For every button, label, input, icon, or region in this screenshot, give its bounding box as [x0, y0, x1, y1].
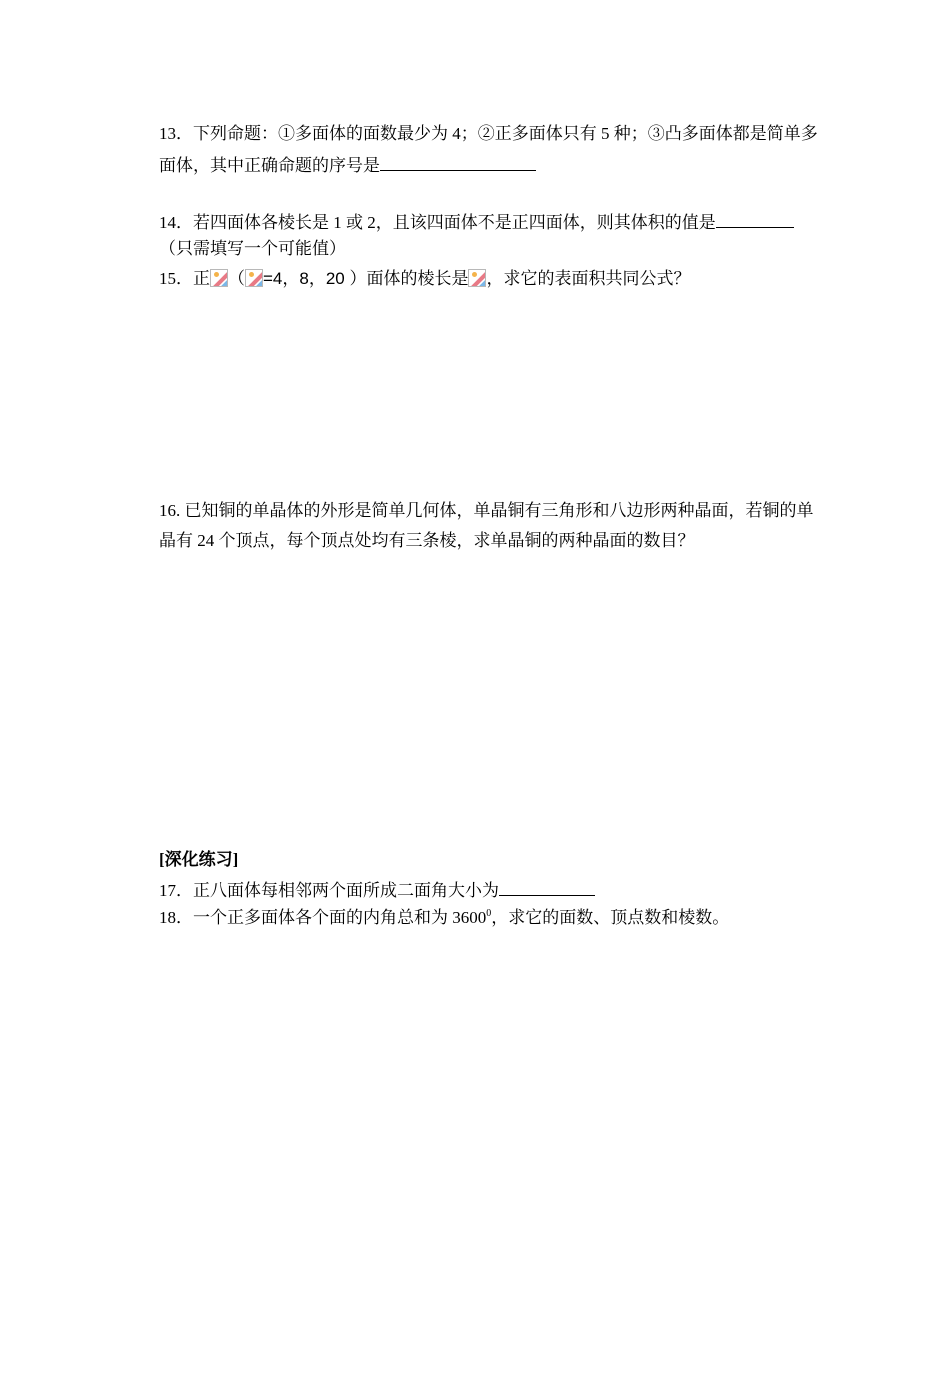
q17-text: 17．正八面体每相邻两个面所成二面角大小为	[159, 881, 499, 900]
q18-suffix: ，求它的面数、顶点数和棱数。	[491, 908, 730, 927]
q15-prefix: 15．正	[159, 269, 210, 288]
answer-blank-13[interactable]	[380, 153, 536, 171]
q18-line	[159, 907, 729, 929]
image-placeholder-icon	[245, 269, 263, 287]
q14-line-2: （只需填写一个可能值）	[159, 239, 346, 258]
q13-line-2-text: 面体，其中正确命题的序号是	[159, 156, 380, 175]
q17-line	[159, 878, 595, 902]
q14-line-1-text: 14．若四面体各棱长是 1 或 2，且该四面体不是正四面体，则其体积的值是	[159, 213, 716, 232]
q15-line	[159, 268, 690, 290]
image-placeholder-icon	[210, 269, 228, 287]
q13-line-1: 13．下列命题：①多面体的面数最少为 4；②正多面体只有 5 种；③凸多面体都是简单多	[159, 124, 818, 143]
q18-superscript: 0	[486, 908, 492, 919]
q14-line-1	[159, 210, 794, 234]
q15-paren: （	[228, 269, 245, 288]
q15-suffix: ，求它的表面积共同公式？	[486, 269, 691, 288]
q15-values: =4，8，20 ）面体的棱长是	[263, 269, 469, 288]
section-title: [深化练习]	[159, 850, 239, 869]
answer-blank-14[interactable]	[716, 210, 794, 228]
q18-prefix: 18．一个正多面体各个面的内角总和为 3600	[159, 908, 487, 927]
answer-blank-17[interactable]	[499, 878, 595, 896]
image-placeholder-icon	[468, 269, 486, 287]
q16-line-2: 晶有 24 个顶点，每个顶点处均有三条棱，求单晶铜的两种晶面的数目？	[159, 531, 695, 550]
q16-line-1: 16. 已知铜的单晶体的外形是简单几何体，单晶铜有三角形和八边形两种晶面，若铜的单	[159, 501, 814, 520]
q13-line-2	[159, 153, 536, 177]
